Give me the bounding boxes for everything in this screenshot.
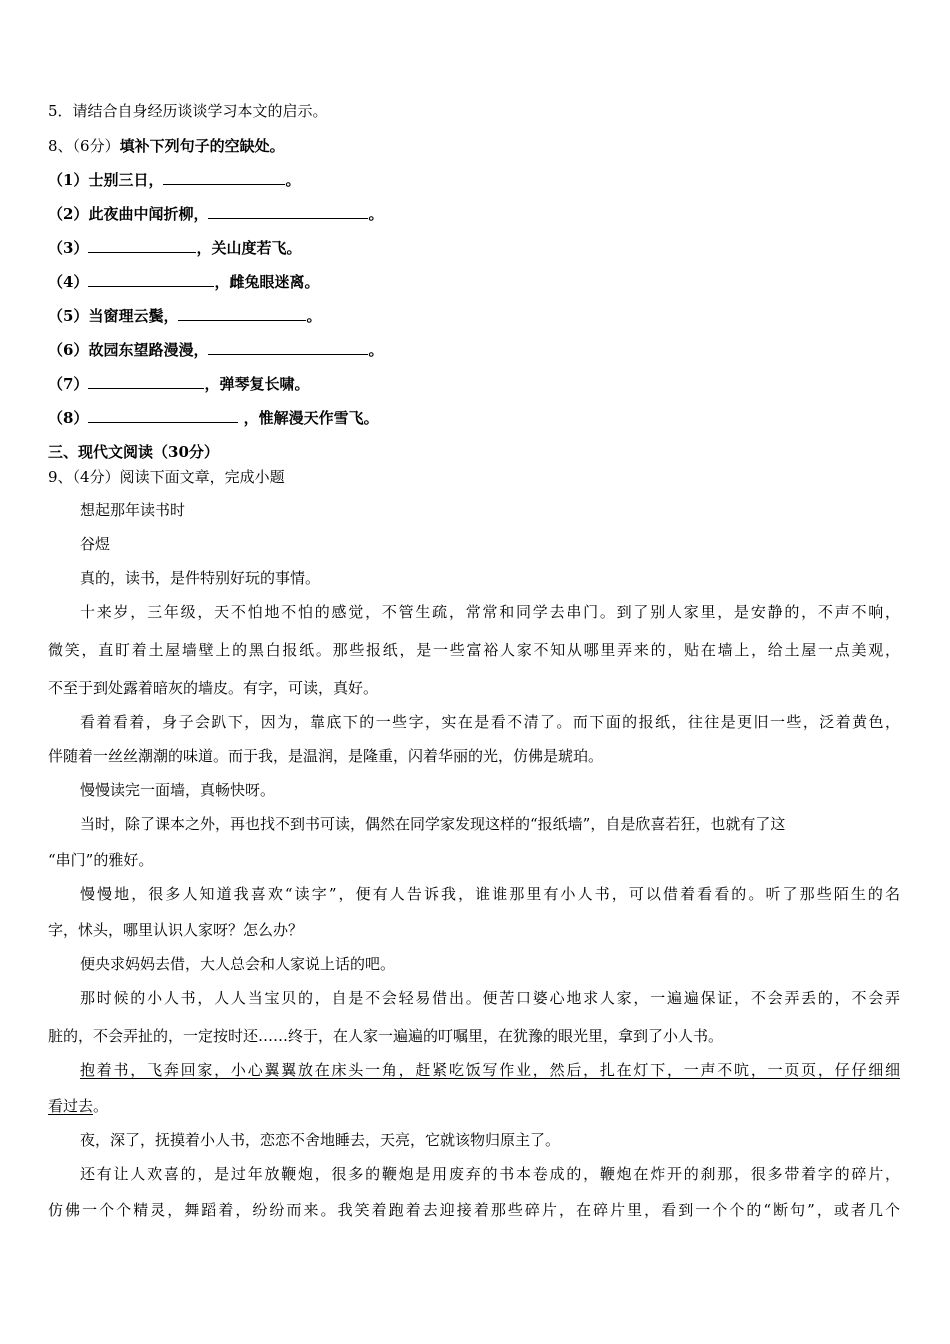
- answer-blank[interactable]: [88, 238, 196, 253]
- answer-blank[interactable]: [88, 374, 204, 389]
- item-suffix: 。: [368, 205, 384, 223]
- item-suffix: 。: [285, 171, 301, 189]
- section-3-heading: 三、现代文阅读（30分）: [48, 443, 219, 461]
- question-5: 5．请结合自身经历谈谈学习本文的启示。: [48, 102, 328, 120]
- paragraph-6-line-2: 字，怵头，哪里认识人家呀？怎么办？: [48, 921, 304, 939]
- item-prefix: 此夜曲中闻折柳，: [88, 205, 209, 223]
- paragraph-8-line-1: 那时候的小人书，人人当宝贝的，自是不会轻易借出。便苦口婆心地求人家，一遍遍保证，不会弄丢的，不会弄: [80, 989, 900, 1007]
- item-number: （6）: [48, 341, 89, 359]
- answer-blank[interactable]: [163, 170, 285, 185]
- paragraph-4: 慢慢读完一面墙，真畅快呀。: [80, 781, 276, 799]
- paragraph-10: 夜，深了，抚摸着小人书，恋恋不舍地睡去，天亮，它就该物归原主了。: [80, 1131, 561, 1149]
- item-suffix: 。: [368, 341, 384, 359]
- fill-item-7: [48, 373, 309, 395]
- answer-blank[interactable]: [88, 408, 238, 423]
- underlined-text: 看过去: [48, 1097, 94, 1115]
- underlined-sentence-line-2: [48, 1095, 108, 1117]
- paragraph-1: 真的，读书，是件特别好玩的事情。: [80, 569, 321, 587]
- fill-item-3: [48, 237, 301, 259]
- item-suffix: ，雌兔眼迷离。: [214, 273, 320, 291]
- item-suffix: 。: [306, 307, 322, 325]
- item-prefix: 故园东望路漫漫，: [88, 341, 209, 359]
- item-number: （8）: [48, 409, 89, 427]
- answer-blank[interactable]: [208, 204, 368, 219]
- item-suffix: ，惟解漫天作雪飞。: [238, 409, 379, 427]
- answer-blank[interactable]: [208, 340, 368, 355]
- underlined-sentence-line-1: 抱着书，飞奔回家，小心翼翼放在床头一角，赶紧吃饭写作业，然后，扎在灯下，一声不吭，一页页，仔仔细细: [80, 1061, 900, 1079]
- paragraph-11-line-1: 还有让人欢喜的，是过年放鞭炮，很多的鞭炮是用废弃的书本卷成的，鞭炮在炸开的刹那，很多带着字的碎片，: [80, 1165, 900, 1183]
- item-number: （1）: [48, 171, 89, 189]
- question-8-number: 8、（6分）: [48, 137, 120, 155]
- fill-item-1: [48, 169, 300, 191]
- article-title: 想起那年读书时: [80, 501, 186, 519]
- paragraph-6-line-1: 慢慢地，很多人知道我喜欢“读字”，便有人告诉我，谁谁那里有小人书，可以借着看看的。听了那些陌生的名: [80, 885, 900, 903]
- paragraph-2-line-2: 微笑，直盯着土屋墙壁上的黑白报纸。那些报纸，是一些富裕人家不知从哪里弄来的，贴在墙上，给土屋一点美观，: [48, 641, 900, 659]
- fill-item-2: [48, 203, 383, 225]
- paragraph-5-line-2: “串门”的雅好。: [48, 851, 154, 869]
- article-author: 谷煜: [80, 535, 111, 553]
- answer-blank[interactable]: [178, 306, 306, 321]
- paragraph-3-line-1: 看着看着，身子会趴下，因为，靠底下的一些字，实在是看不清了。而下面的报纸，往往是更旧一些，泛着黄色，: [80, 713, 900, 731]
- paragraph-2-line-1: 十来岁，三年级，天不怕地不怕的感觉，不管生疏，常常和同学去串门。到了别人家里，是安静的，不声不响，: [80, 603, 900, 621]
- sentence-end: 。: [93, 1097, 109, 1115]
- item-suffix: ，弹琴复长啸。: [204, 375, 310, 393]
- paragraph-5-line-1: 当时，除了课本之外，再也找不到书可读，偶然在同学家发现这样的“报纸墙”，自是欣喜若狂，也就有了这: [80, 815, 786, 833]
- question-8-header: [48, 135, 285, 157]
- item-number: （3）: [48, 239, 89, 257]
- item-number: （7）: [48, 375, 89, 393]
- item-suffix: ，关山度若飞。: [196, 239, 302, 257]
- item-number: （5）: [48, 307, 89, 325]
- question-9: 9、（4分）阅读下面文章，完成小题: [48, 468, 285, 486]
- paragraph-8-line-2: 脏的，不会弄扯的，一定按时还……终于，在人家一遍遍的叮嘱里，在犹豫的眼光里，拿到了小人书。: [48, 1027, 724, 1045]
- item-number: （2）: [48, 205, 89, 223]
- paragraph-3-line-2: 伴随着一丝丝潮潮的味道。而于我，是温润，是隆重，闪着华丽的光，仿佛是琥珀。: [48, 747, 604, 765]
- question-8-instruction: 填补下列句子的空缺处。: [119, 137, 285, 155]
- paragraph-2-line-3: 不至于到处露着暗灰的墙皮。有字，可读，真好。: [48, 679, 379, 697]
- item-prefix: 当窗理云鬓，: [88, 307, 179, 325]
- item-prefix: 士别三日，: [88, 171, 164, 189]
- fill-item-6: [48, 339, 383, 361]
- answer-blank[interactable]: [88, 272, 214, 287]
- fill-item-5: [48, 305, 321, 327]
- fill-item-4: [48, 271, 319, 293]
- paragraph-11-line-2: 仿佛一个个精灵，舞蹈着，纷纷而来。我笑着跑着去迎接着那些碎片，在碎片里，看到一个个的“断句”，或者几个: [48, 1201, 900, 1219]
- fill-item-8: [48, 407, 379, 429]
- item-number: （4）: [48, 273, 89, 291]
- paragraph-7: 便央求妈妈去借，大人总会和人家说上话的吧。: [80, 955, 396, 973]
